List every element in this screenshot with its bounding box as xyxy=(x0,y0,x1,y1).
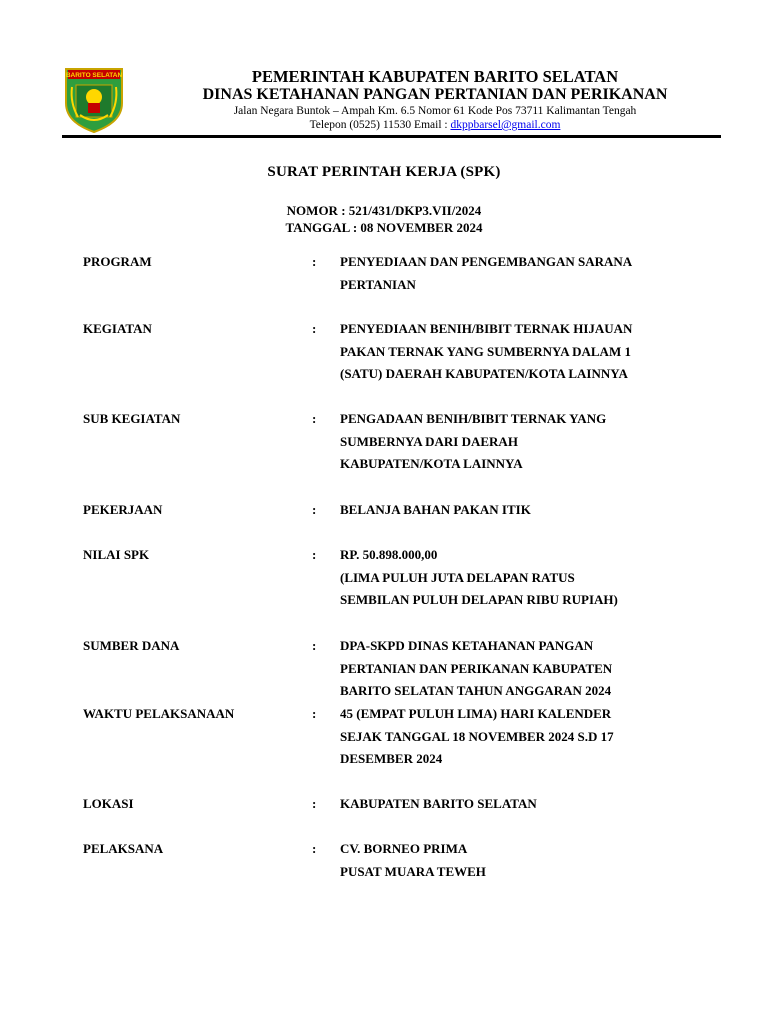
letterhead-divider xyxy=(62,135,721,138)
letterhead xyxy=(150,68,720,132)
field-value xyxy=(340,793,710,816)
document-date: TANGGAL : 08 NOVEMBER 2024 xyxy=(285,220,483,235)
field-value xyxy=(340,635,710,703)
field-colon: : xyxy=(312,547,317,562)
field-value-line: RP. 50.898.000,00 xyxy=(340,547,438,562)
field-value xyxy=(340,251,710,296)
field-value xyxy=(340,318,710,386)
field-value-line: SEJAK TANGGAL 18 NOVEMBER 2024 S.D 17 xyxy=(340,728,614,744)
field-label: PEKERJAAN xyxy=(83,502,163,517)
field-value-line: PERTANIAN xyxy=(340,276,416,292)
letterhead-address: Jalan Negara Buntok – Ampah Km. 6.5 Nomor 61 Kode Pos 73711 Kalimantan Tengah xyxy=(233,105,637,117)
field-value xyxy=(340,499,710,522)
field-value-line: CV. BORNEO PRIMA xyxy=(340,841,468,856)
field-colon: : xyxy=(312,411,317,426)
field-value-line: (LIMA PULUH JUTA DELAPAN RATUS xyxy=(340,569,575,585)
letterhead-contact xyxy=(150,118,720,132)
field-value-line: PENYEDIAAN BENIH/BIBIT TERNAK HIJAUAN xyxy=(340,321,633,336)
logo-banner-text: BARITO SELATAN xyxy=(65,72,123,79)
field-value-line: DPA-SKPD DINAS KETAHANAN PANGAN xyxy=(340,638,594,653)
field-label: PROGRAM xyxy=(83,254,152,269)
field-label: SUB KEGIATAN xyxy=(83,411,181,426)
field-label: PELAKSANA xyxy=(83,841,164,856)
barito-selatan-emblem-icon xyxy=(62,67,126,133)
field-value xyxy=(340,703,710,771)
field-value-line: 45 (EMPAT PULUH LIMA) HARI KALENDER xyxy=(340,706,612,721)
document-title: SURAT PERINTAH KERJA (SPK) xyxy=(267,164,501,180)
field-colon: : xyxy=(312,796,317,811)
letterhead-agency: DINAS KETAHANAN PANGAN PERTANIAN DAN PERIKANAN xyxy=(202,86,668,103)
field-value-line: KABUPATEN BARITO SELATAN xyxy=(340,796,537,811)
field-value-line: SUMBERNYA DARI DAERAH xyxy=(340,433,518,449)
field-value xyxy=(340,544,710,612)
letterhead-phone: Telepon (0525) 11530 Email : xyxy=(309,119,451,131)
field-label: WAKTU PELAKSANAAN xyxy=(83,706,235,721)
field-value-line: DESEMBER 2024 xyxy=(340,751,443,766)
field-value-line: (SATU) DAERAH KABUPATEN/KOTA LAINNYA xyxy=(340,366,628,381)
field-label: KEGIATAN xyxy=(83,321,152,336)
field-colon: : xyxy=(312,502,317,517)
field-value-line: SEMBILAN PULUH DELAPAN RIBU RUPIAH) xyxy=(340,592,618,607)
document-number-block xyxy=(0,202,768,236)
field-colon: : xyxy=(312,638,317,653)
field-value-line: PUSAT MUARA TEWEH xyxy=(340,863,486,879)
field-value xyxy=(340,408,710,476)
field-value-line: BARITO SELATAN TAHUN ANGGARAN 2024 xyxy=(340,683,612,698)
field-value-line: PENYEDIAAN DAN PENGEMBANGAN SARANA xyxy=(340,254,633,269)
field-value xyxy=(340,838,710,883)
field-colon: : xyxy=(312,321,317,336)
field-value-line: PERTANIAN DAN PERIKANAN KABUPATEN xyxy=(340,660,613,676)
email-link[interactable]: dkppbarsel@gmail.com xyxy=(450,119,561,131)
field-label: NILAI SPK xyxy=(83,547,150,562)
letterhead-government: PEMERINTAH KABUPATEN BARITO SELATAN xyxy=(251,67,619,86)
field-value-line: PAKAN TERNAK YANG SUMBERNYA DALAM 1 xyxy=(340,343,631,359)
field-label: LOKASI xyxy=(83,796,134,811)
field-value-line: PENGADAAN BENIH/BIBIT TERNAK YANG xyxy=(340,411,607,426)
field-colon: : xyxy=(312,841,317,856)
field-colon: : xyxy=(312,706,317,721)
field-value-line: BELANJA BAHAN PAKAN ITIK xyxy=(340,502,531,517)
field-colon: : xyxy=(312,254,317,269)
field-value-line: KABUPATEN/KOTA LAINNYA xyxy=(340,456,523,471)
document-number: NOMOR : 521/431/DKP3.VII/2024 xyxy=(286,203,482,218)
field-label: SUMBER DANA xyxy=(83,638,180,653)
